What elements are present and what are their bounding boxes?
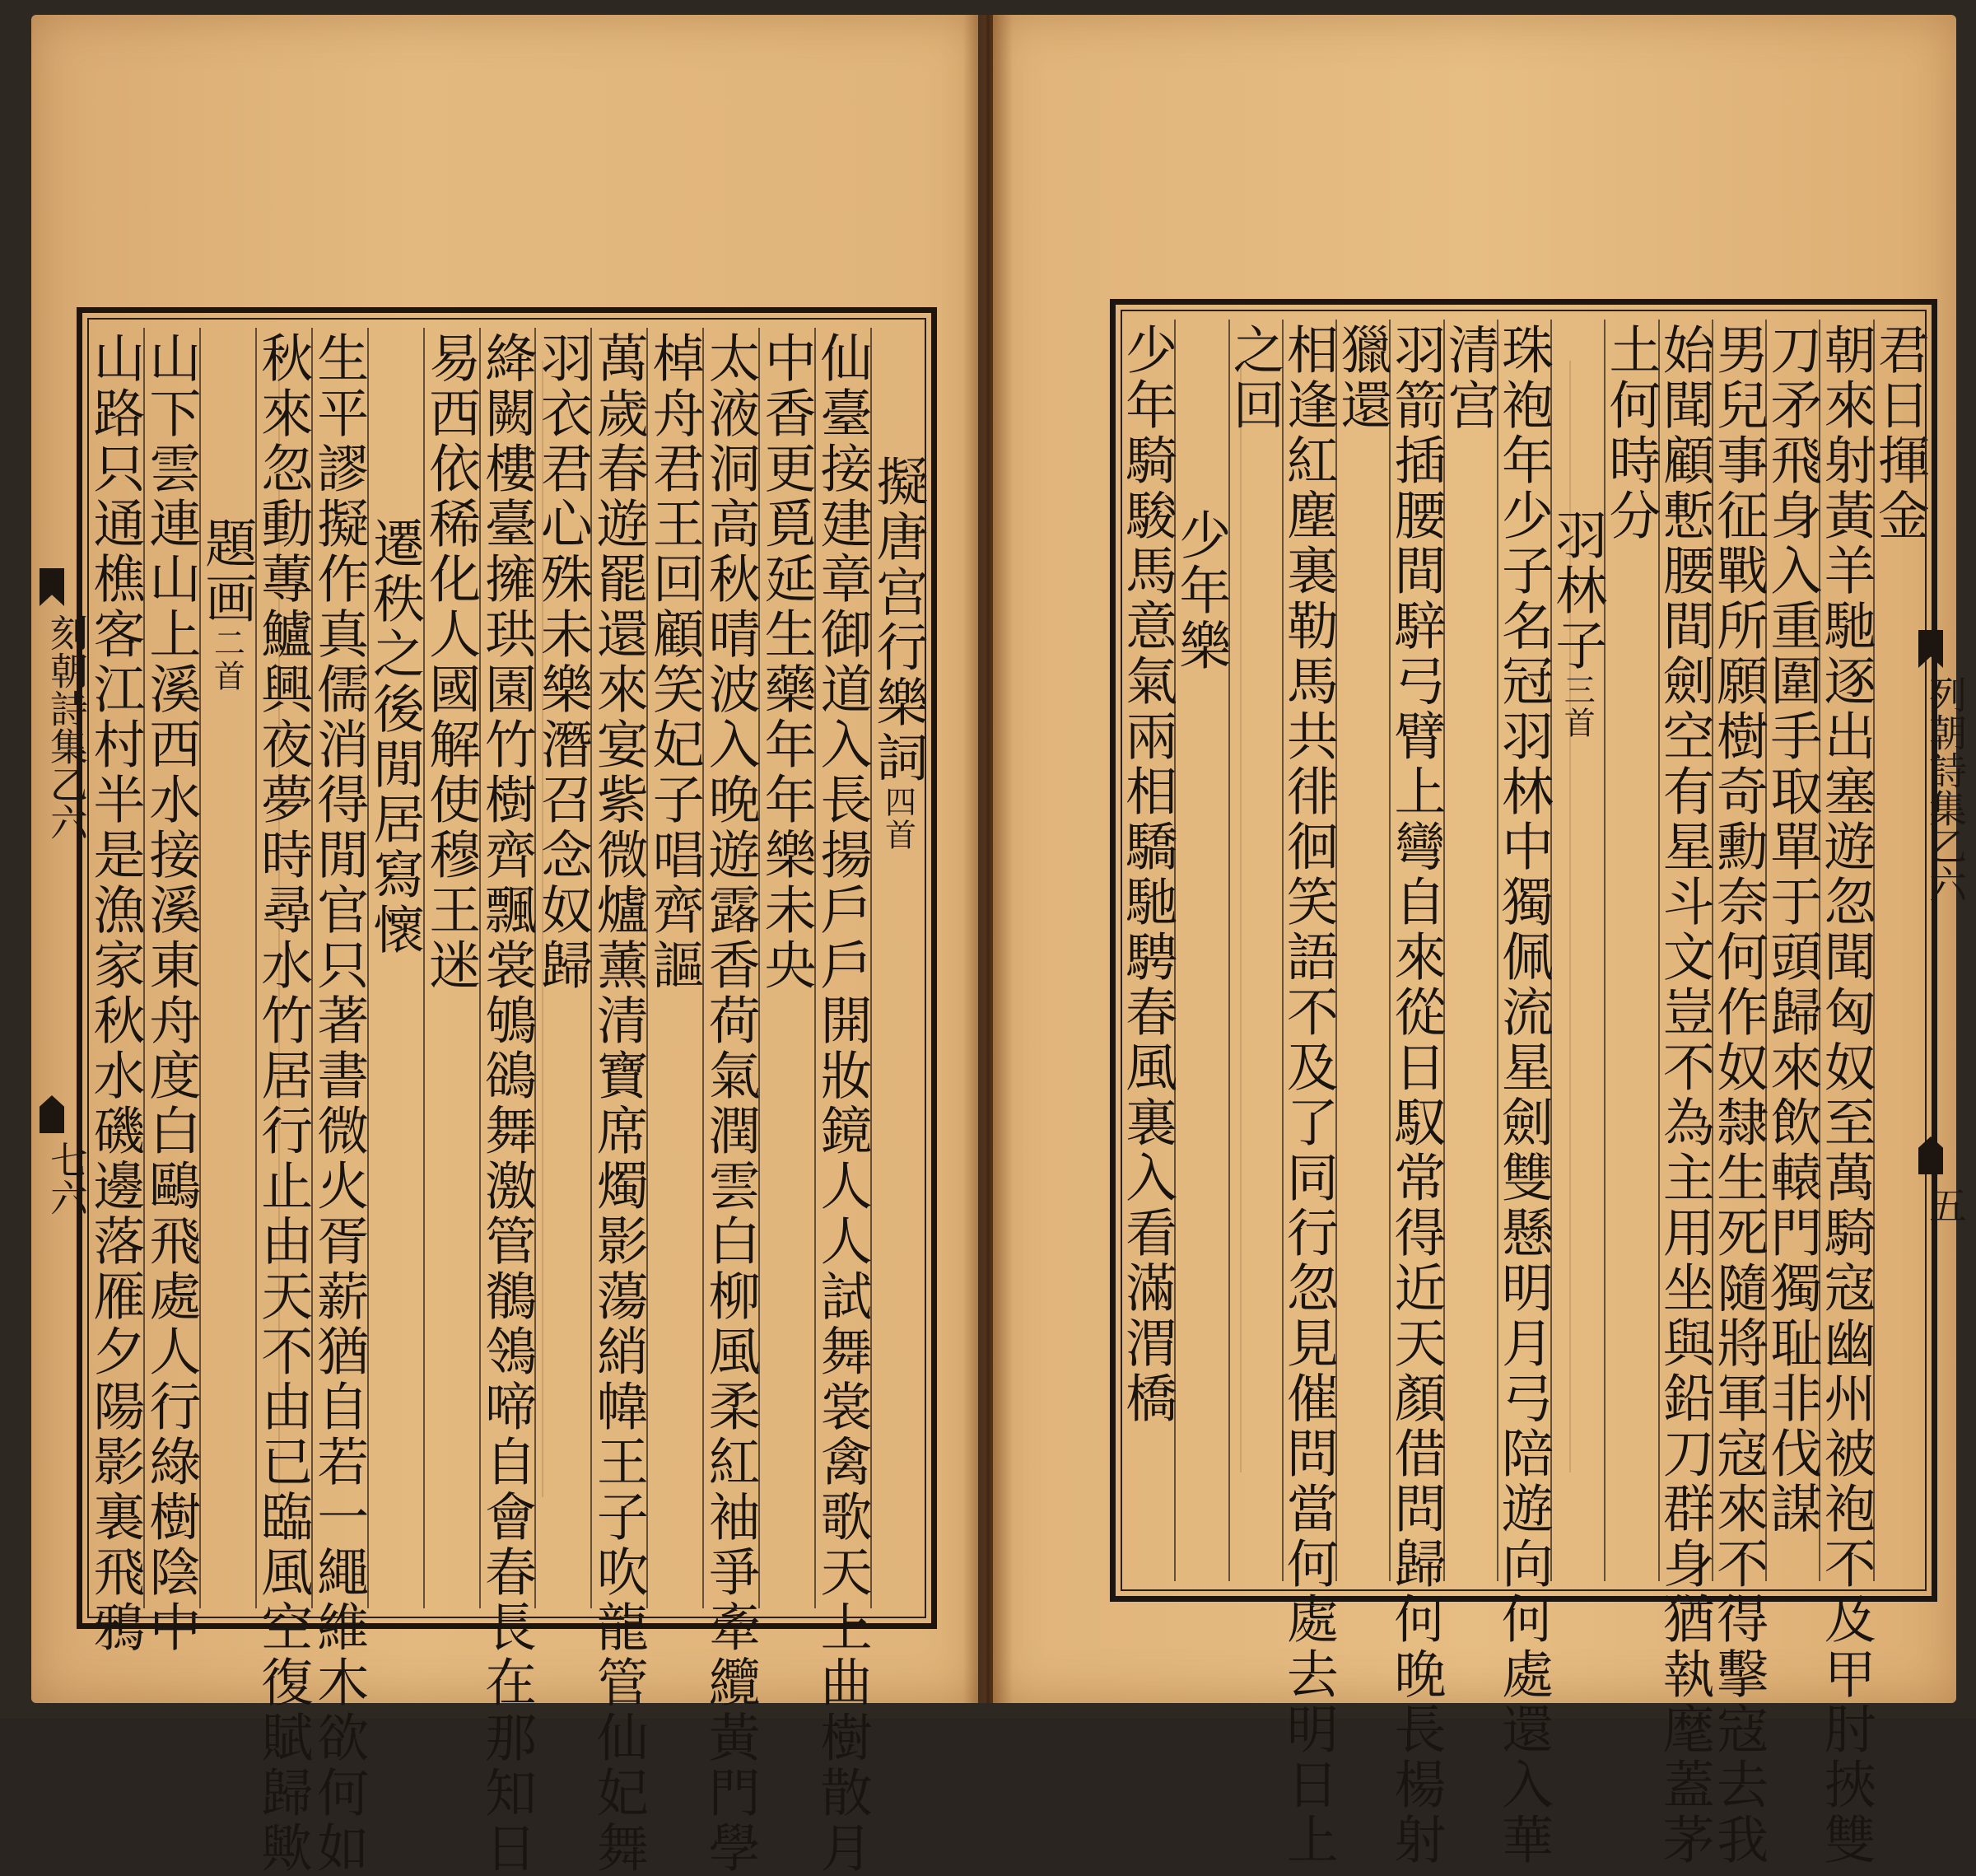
column-text: 萬歲春遊罷還來宴紫微爐薰清寶席燭影蕩綃幃王子吹龍管仙妃舞 [588,331,649,1876]
text-column [1385,323,1447,1868]
text-column [756,331,818,1608]
text-column [1224,323,1286,1581]
text-column [644,331,706,1608]
column-text: 少年騎駿馬意氣兩相驕馳騁春風裏入看滿渭橋 [1117,323,1178,1426]
column-text: 朝來射黃羊馳逐出塞遊忽聞匈奴至萬騎寇幽州被袍不及甲肘挾雙 [1815,323,1876,1868]
column-note: 三首 [1559,674,1596,740]
column-text: 易西依稀化人國解使穆王迷 [421,331,482,993]
left-text-frame [77,307,937,1876]
column-rule [1335,320,1337,1581]
column-rule [646,328,648,1608]
column-text: 題画 [197,516,258,627]
column-rule [1604,320,1606,1581]
text-column [588,331,650,1876]
column-text: 君日揮金 [1869,323,1930,544]
column-text: 相逢紅塵裏勒馬共徘徊笑語不及了同行忽見催問當何處去明日上 [1278,323,1339,1868]
column-rule [1658,320,1660,1581]
left-margin-title: 刻朝詩集乙六 [44,614,89,841]
bleed-through-line [278,344,280,1497]
text-column [476,331,538,1876]
column-rule [702,328,704,1608]
column-text: 遷秩之後閒居寫懷 [365,516,426,958]
column-text: 刀矛飛身入重圍手取單于頭歸來飲轅門獨耻非伐謀 [1762,323,1823,1537]
book-gutter [963,15,1013,1703]
right-page [993,15,1956,1868]
text-column [1761,323,1823,1581]
column-rule [1389,320,1391,1581]
column-rule [367,328,369,1608]
right-text-frame [1110,299,1937,1868]
column-rule [143,328,145,1608]
column-text: 羽衣君心殊未樂潛召念奴歸 [532,331,593,993]
column-text: 仙臺接建章御道入長揚戶戶開妝鏡人人試舞裳禽歌天上曲樹散月 [812,331,873,1876]
column-text: 生平謬擬作真儒消得閒官只著書微火胥薪猶自若一繩維木欲何如 [309,331,370,1876]
text-column [1815,323,1877,1868]
column-rule [1819,320,1820,1581]
column-rule [1550,320,1552,1581]
text-column [812,331,874,1876]
column-rule [1765,320,1767,1581]
column-text: 獵還 [1332,323,1393,433]
text-column [196,516,258,1794]
column-rule [814,328,816,1608]
left-margin-page-number: 七六 [44,1141,89,1216]
column-text: 土何時分 [1601,323,1661,544]
text-column [252,331,314,1876]
column-rule [423,328,425,1608]
text-column [1654,323,1716,1868]
column-rule [590,328,592,1608]
column-text: 山下雲連山上溪西水接溪東舟度白鷗飛處人行綠樹陰中 [141,331,202,1655]
text-column [700,331,762,1876]
text-column [1601,323,1662,1581]
right-margin-title: 列朝詩集乙六 [1923,675,1968,903]
column-text: 羽箭插腰間騂弓臂上彎自來從日馭常得近天顏借問歸何晚長楊射 [1386,323,1447,1868]
right-margin-page-number: 五 [1923,1186,1968,1224]
column-text: 中香更覓延生藥年年樂未央 [756,331,817,993]
column-rule [479,328,481,1608]
text-column [868,455,930,1732]
text-column [140,331,202,1655]
column-text: 男兒事征戰所願樹奇勳奈何作奴隸生死隨將軍寇來不得擊寇去我 [1708,323,1769,1868]
column-rule [1174,320,1176,1581]
text-column [1278,323,1340,1868]
text-column [1493,323,1554,1868]
text-column [1869,323,1931,1581]
bleed-through-line [1240,361,1242,1472]
column-rule [199,328,201,1608]
bleed-through-line [542,361,543,1497]
column-rule [1443,320,1445,1581]
column-note: 二首 [208,627,245,693]
column-rule [758,328,760,1608]
column-text: 山路只通樵客江村半是漁家秋水磯邊落雁夕陽影裏飛鴉 [85,331,146,1655]
column-text: 太液洞高秋晴波入晚遊露香荷氣潤雲白柳風柔紅袖爭牽纜黃門學 [700,331,761,1876]
column-text: 絳闕樓臺擁珙園竹樹齊飄裳鴝鵒舞激管鶺鴒啼自會春長在那知日 [477,331,537,1876]
bleed-through-line [1569,361,1571,1472]
column-rule [1712,320,1713,1581]
column-rule [1497,320,1498,1581]
column-text: 珠袍年少子名冠羽林中獨佩流星劍雙懸明月弓陪遊向何處還入華 [1494,323,1554,1868]
column-note: 四首 [879,786,916,852]
column-text: 棹舟君王回顧笑妃子唱齊謳 [644,331,705,993]
column-text: 擬唐宫行樂詞 [868,455,929,786]
text-column [1170,508,1232,1766]
column-text: 少年樂 [1171,508,1232,674]
column-rule [870,328,872,1608]
column-rule [1873,320,1875,1581]
column-text: 清宫 [1439,323,1500,433]
text-column [1439,323,1501,1581]
text-column [1708,323,1769,1868]
column-rule [534,328,536,1608]
column-rule [311,328,313,1608]
left-page [31,15,978,1876]
column-text: 始聞顧慙腰間劍空有星斗文豈不為主用坐與鉛刀群身猶執麾蓋茅 [1654,323,1715,1868]
column-rule [1282,320,1284,1581]
column-rule [1228,320,1230,1581]
text-column [84,331,146,1655]
column-rule [255,328,257,1608]
column-text: 秋來忽動蓴鱸興夜夢時尋水竹居行止由天不由已臨風空復賦歸歟 [253,331,314,1876]
text-column [420,331,482,1608]
text-column [1546,508,1608,1766]
text-column [1331,323,1393,1581]
text-column [1116,323,1178,1581]
column-text: 之回 [1224,323,1285,433]
text-column [308,331,370,1876]
column-text: 羽林子 [1547,508,1608,674]
text-column [364,516,426,1794]
